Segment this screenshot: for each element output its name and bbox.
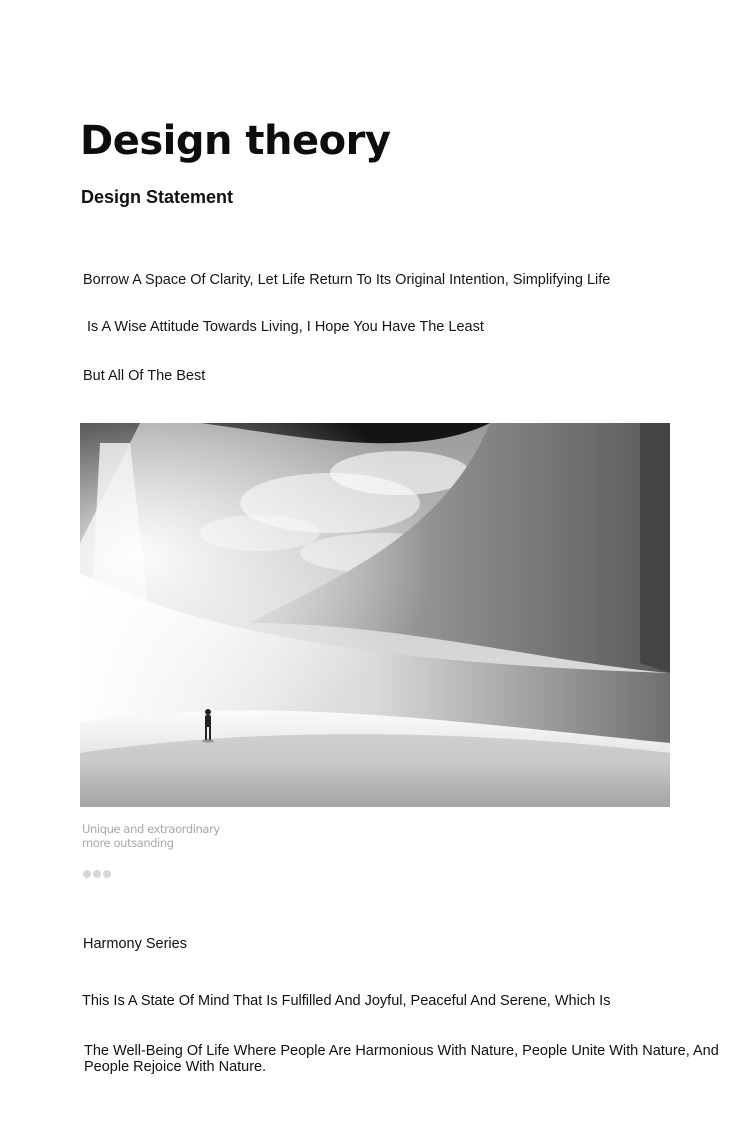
- statement-line-1: Borrow A Space Of Clarity, Let Life Return To Its Original Intention, Simplifying Life: [83, 272, 611, 288]
- image-caption: [82, 822, 220, 850]
- series-paragraph-2: The Well-Being Of Life Where People Are Harmonious With Nature, People Unite With Nature, And People Rejoice With Nature.: [84, 1043, 719, 1075]
- carousel-dot[interactable]: [83, 870, 91, 878]
- carousel-dot[interactable]: [103, 870, 111, 878]
- statement-line-2: Is A Wise Attitude Towards Living, I Hope You Have The Least: [87, 319, 484, 335]
- hero-image: [80, 423, 670, 807]
- carousel-dots: [83, 870, 111, 878]
- page-title: Design theory: [80, 118, 391, 164]
- series-title: Harmony Series: [83, 936, 187, 952]
- architecture-photo-icon: [80, 423, 670, 807]
- carousel-dot[interactable]: [93, 870, 101, 878]
- statement-line-3: But All Of The Best: [83, 368, 206, 384]
- series-paragraph-1: This Is A State Of Mind That Is Fulfilled And Joyful, Peaceful And Serene, Which Is: [82, 993, 611, 1009]
- caption-line-2: more outsanding: [82, 836, 174, 850]
- section-subtitle: Design Statement: [81, 187, 234, 207]
- caption-line-1: Unique and extraordinary: [82, 822, 220, 836]
